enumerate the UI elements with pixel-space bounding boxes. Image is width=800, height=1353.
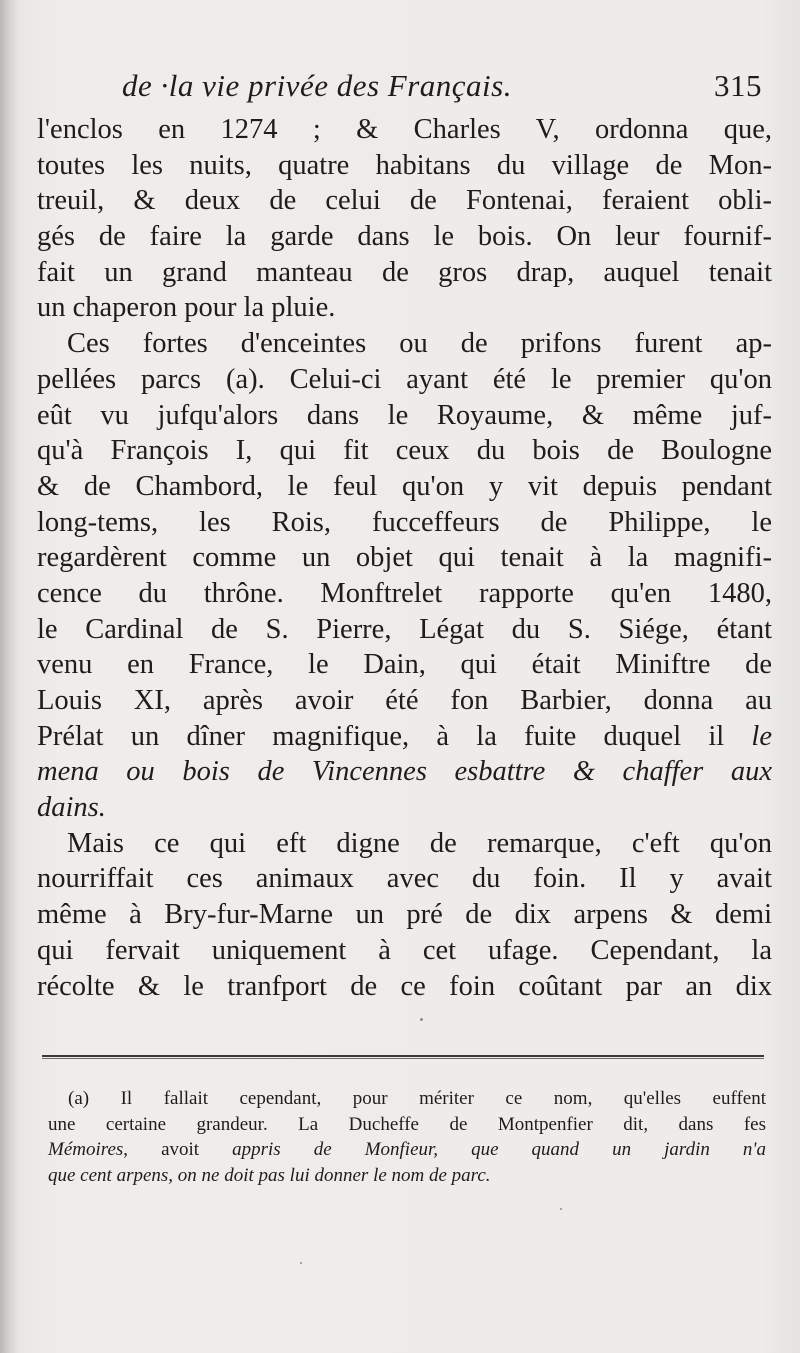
footnote (48, 1086, 766, 1188)
text-line: Louis XI, après avoir été fon Barbier, donna au (37, 685, 772, 716)
text-line (37, 719, 772, 755)
text-line: même à Bry-fur-Marne un pré de dix arpens & demi (37, 899, 772, 931)
text-line: Mais ce qui eft digne de remarque, c'eft qu'on (67, 827, 772, 859)
running-head-title: de ·la vie privée des Français. (122, 68, 512, 103)
footnote-text: Il fallait cependant, pour mériter ce nom, qu'elles euffent (120, 1088, 767, 1109)
text-line: cence du thrône. Monftrelet rapporte qu'en 1480, (37, 577, 772, 609)
text-line: gés de faire la garde dans le bois. On leur fournif- (37, 221, 772, 253)
text-line-italic: dains. (37, 792, 106, 824)
footnote-line (48, 1137, 766, 1163)
text-line: pellées parcs (a). Celui-ci ayant été le premier qu'on (37, 363, 772, 395)
text-line-italic: le (751, 720, 772, 752)
footnote-line: que cent arpens, on ne doit pas lui donner le nom de parc. (48, 1164, 491, 1186)
footnote-italic: Mémoires (48, 1139, 124, 1160)
text-line: fait un grand manteau de gros drap, auquel tenait (37, 256, 772, 288)
text-line: toutes les nuits, quatre habitans du village de Mon- (37, 149, 772, 181)
paper-speck (300, 1262, 302, 1264)
text-line: eût vu jufqu'alors dans le Royaume, & même juf- (37, 399, 772, 431)
text-line: & de Chambord, le feul qu'on y vit depuis pendant (37, 470, 772, 502)
footnote-marker: (a) (68, 1088, 90, 1109)
paper-speck (560, 1208, 562, 1210)
text-line-italic: mena ou bois de Vincennes esbattre & chaffer aux (37, 756, 772, 788)
footnote-line (48, 1086, 766, 1112)
text-line: l'enclos en 1274 ; & Charles V, ordonna que, (37, 114, 772, 145)
running-head (122, 68, 762, 108)
page-number: 315 (714, 68, 762, 103)
text-line: Ces fortes d'enceintes ou de prifons furent ap- (67, 328, 772, 360)
text-line: qu'à François I, qui fit ceux du bois de Boulogne (37, 435, 772, 467)
footnote-rule (42, 1055, 764, 1057)
footnote-roman: , avoit (123, 1139, 200, 1160)
page-gutter-shadow (0, 0, 18, 1353)
text-line-roman: Prélat un dîner magnifique, à la fuite duquel il (37, 720, 725, 752)
text-line: venu en France, le Dain, qui était Miniftre de (37, 649, 772, 681)
footnote-italic: appris de Monfieur, que quand un jardin n'a (232, 1139, 766, 1160)
text-line: le Cardinal de S. Pierre, Légat du S. Siége, étant (37, 613, 772, 645)
text-line: récolte & le tranfport de ce foin coûtant par an dix (37, 970, 772, 1002)
paper-speck (420, 1018, 423, 1021)
main-text (37, 112, 772, 1004)
text-line: treuil, & deux de celui de Fontenai, feraient obli- (37, 185, 772, 217)
footnote-line: une certaine grandeur. La Ducheffe de Montpenfier dit, dans fes (48, 1113, 766, 1135)
text-line: nourriffait ces animaux avec du foin. Il y avait (37, 863, 772, 895)
text-line: un chaperon pour la pluie. (37, 292, 336, 324)
text-line: long-tems, les Rois, fucceffeurs de Philippe, le (37, 506, 772, 538)
text-line: qui fervait uniquement à cet ufage. Cependant, la (37, 934, 772, 966)
text-line: regardèrent comme un objet qui tenait à la magnifi- (37, 542, 772, 574)
